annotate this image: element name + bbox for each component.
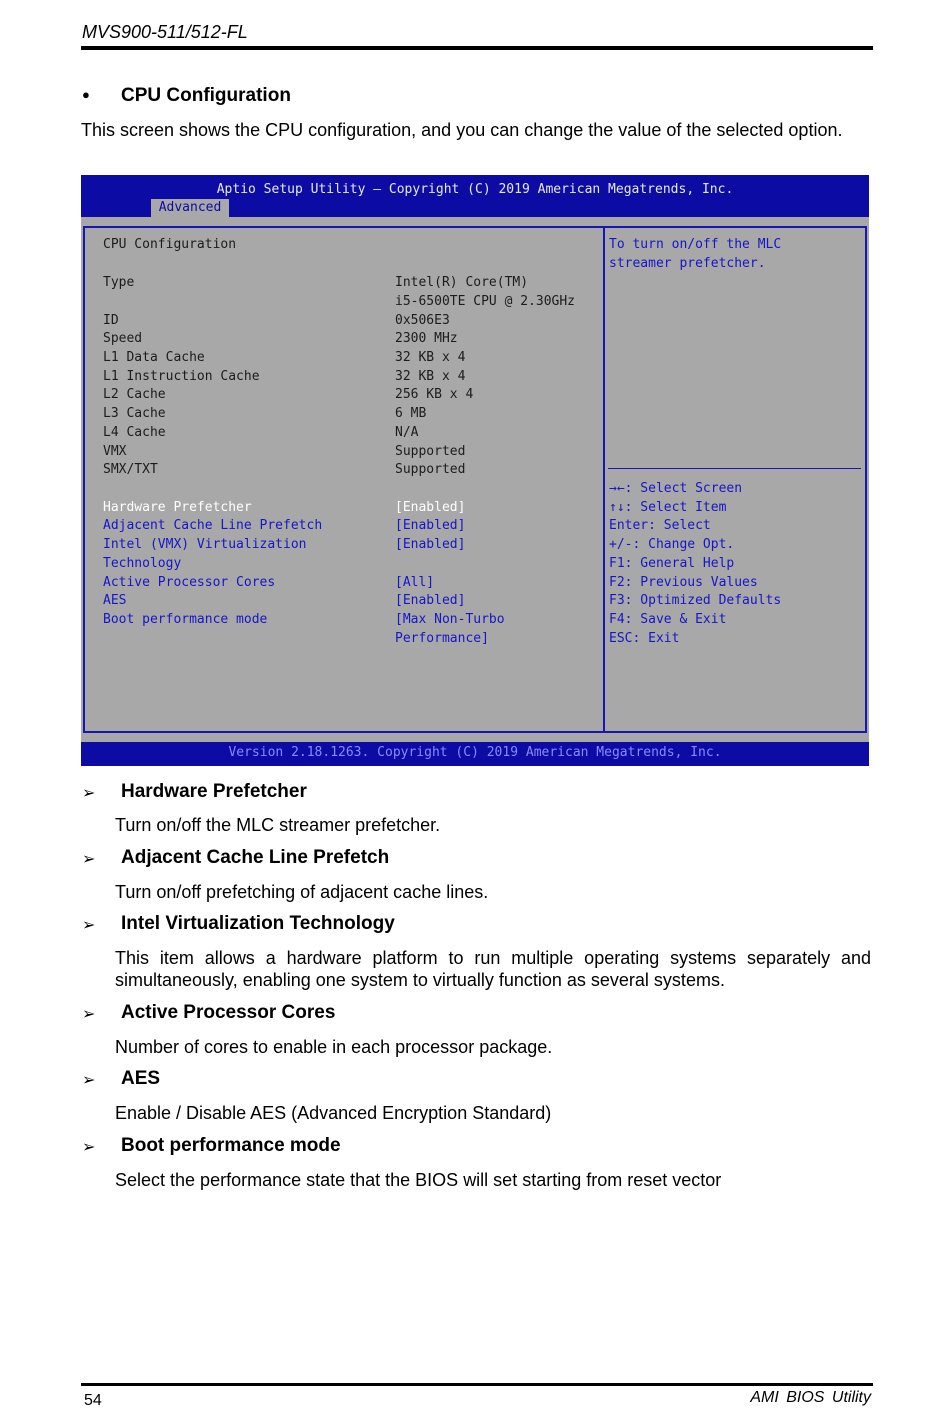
item-title: Hardware Prefetcher xyxy=(121,781,307,802)
item-title: Adjacent Cache Line Prefetch xyxy=(121,847,390,868)
item-title: Intel Virtualization Technology xyxy=(121,913,395,934)
key-hint-enter: Enter: Select xyxy=(609,518,711,533)
option-value-hardware-prefetcher[interactable]: [Enabled] xyxy=(395,500,466,515)
option-value-adjacent-cache[interactable]: [Enabled] xyxy=(395,518,466,533)
info-value-l4: N/A xyxy=(395,425,419,440)
section-intro: This screen shows the CPU configuration, and you can change the value of the selected option. xyxy=(81,120,843,140)
info-label-id: ID xyxy=(103,313,119,328)
option-value-boot-performance[interactable]: [Max Non-Turbo xyxy=(395,612,505,627)
arrow-bullet-icon: ➢ xyxy=(82,1139,96,1156)
info-value-vmx: Supported xyxy=(395,444,466,459)
key-hint-f2: F2: Previous Values xyxy=(609,575,758,590)
info-value-l2: 256 KB x 4 xyxy=(395,387,474,402)
bios-footer-bar xyxy=(81,742,869,766)
bios-footer-text: Version 2.18.1263. Copyright (C) 2019 American Megatrends, Inc. xyxy=(228,745,722,760)
document-header-title: MVS900-511/512-FL xyxy=(82,22,248,42)
item-desc: This item allows a hardware platform to run multiple operating systems separately and simultaneously, enabling one system to virtually function as several systems. xyxy=(115,948,871,990)
arrow-bullet-icon: ➢ xyxy=(82,1072,96,1089)
arrow-bullet-icon: ➢ xyxy=(82,1006,96,1023)
bios-heading: CPU Configuration xyxy=(103,237,237,252)
item-desc: Turn on/off the MLC streamer prefetcher. xyxy=(115,815,441,835)
bios-title-bar xyxy=(81,175,869,217)
option-vmx-virtualization[interactable]: Intel (VMX) Virtualization xyxy=(103,537,307,552)
option-boot-performance[interactable]: Boot performance mode xyxy=(103,612,268,627)
info-label-l1-data: L1 Data Cache xyxy=(103,350,205,365)
option-value-vmx-virtualization[interactable]: [Enabled] xyxy=(395,537,466,552)
item-desc: Enable / Disable AES (Advanced Encryption Standard) xyxy=(115,1103,552,1123)
info-label-speed: Speed xyxy=(103,331,143,346)
key-hint-esc: ESC: Exit xyxy=(609,631,680,646)
option-active-cores[interactable]: Active Processor Cores xyxy=(103,575,276,590)
arrow-bullet-icon: ➢ xyxy=(82,785,96,802)
bios-help-divider xyxy=(608,468,861,469)
info-value-id: 0x506E3 xyxy=(395,313,450,328)
item-desc: Select the performance state that the BIOS will set starting from reset vector xyxy=(115,1170,722,1190)
option-adjacent-cache[interactable]: Adjacent Cache Line Prefetch xyxy=(103,518,323,533)
key-hint-f1: F1: General Help xyxy=(609,556,735,571)
item-title: Active Processor Cores xyxy=(121,1002,336,1023)
item-desc: Number of cores to enable in each processor package. xyxy=(115,1037,553,1057)
info-label-smx: SMX/TXT xyxy=(103,462,158,477)
bios-screenshot xyxy=(81,175,869,766)
info-value-type: Intel(R) Core(TM) xyxy=(395,275,529,290)
info-label-l1-instruction: L1 Instruction Cache xyxy=(103,369,260,384)
option-aes[interactable]: AES xyxy=(103,593,127,608)
header-rule xyxy=(81,46,873,50)
info-value-l1-instruction: 32 KB x 4 xyxy=(395,369,466,384)
section-bullet: ● xyxy=(82,87,90,102)
option-value-boot-performance-cont[interactable]: Performance] xyxy=(395,631,489,646)
info-label-l3: L3 Cache xyxy=(103,406,166,421)
key-hint-select-screen: →←: Select Screen xyxy=(609,481,743,496)
key-hint-change: +/-: Change Opt. xyxy=(609,537,735,552)
bios-title: Aptio Setup Utility – Copyright (C) 2019 American Megatrends, Inc. xyxy=(216,182,734,197)
key-hint-f4: F4: Save & Exit xyxy=(609,612,727,627)
option-value-active-cores[interactable]: [All] xyxy=(395,575,435,590)
help-text-line: streamer prefetcher. xyxy=(609,256,766,271)
info-value-speed: 2300 MHz xyxy=(395,331,458,346)
section-title: CPU Configuration xyxy=(121,85,291,106)
option-hardware-prefetcher[interactable]: Hardware Prefetcher xyxy=(103,500,252,515)
item-title: Boot performance mode xyxy=(121,1135,341,1156)
item-desc: Turn on/off prefetching of adjacent cache lines. xyxy=(115,882,489,902)
key-hint-select-item: ↑↓: Select Item xyxy=(609,500,727,515)
key-hint-f3: F3: Optimized Defaults xyxy=(609,593,782,608)
help-text-line: To turn on/off the MLC xyxy=(609,237,782,252)
info-label-l4: L4 Cache xyxy=(103,425,166,440)
info-value-smx: Supported xyxy=(395,462,466,477)
footer-title: AMI BIOS Utility xyxy=(750,1389,871,1406)
arrow-bullet-icon: ➢ xyxy=(82,851,96,868)
tab-advanced[interactable]: Advanced xyxy=(151,199,229,217)
footer-rule xyxy=(81,1383,873,1386)
option-vmx-virtualization-cont[interactable]: Technology xyxy=(103,556,182,571)
info-label-type: Type xyxy=(103,275,135,290)
bios-panel-divider xyxy=(603,226,605,733)
info-value-type-cont: i5-6500TE CPU @ 2.30GHz xyxy=(395,294,576,309)
arrow-bullet-icon: ➢ xyxy=(82,917,96,934)
info-value-l1-data: 32 KB x 4 xyxy=(395,350,466,365)
info-label-vmx: VMX xyxy=(103,444,127,459)
item-title: AES xyxy=(121,1068,161,1089)
option-value-aes[interactable]: [Enabled] xyxy=(395,593,466,608)
info-value-l3: 6 MB xyxy=(395,406,427,421)
info-label-l2: L2 Cache xyxy=(103,387,166,402)
page-number: 54 xyxy=(84,1392,102,1409)
